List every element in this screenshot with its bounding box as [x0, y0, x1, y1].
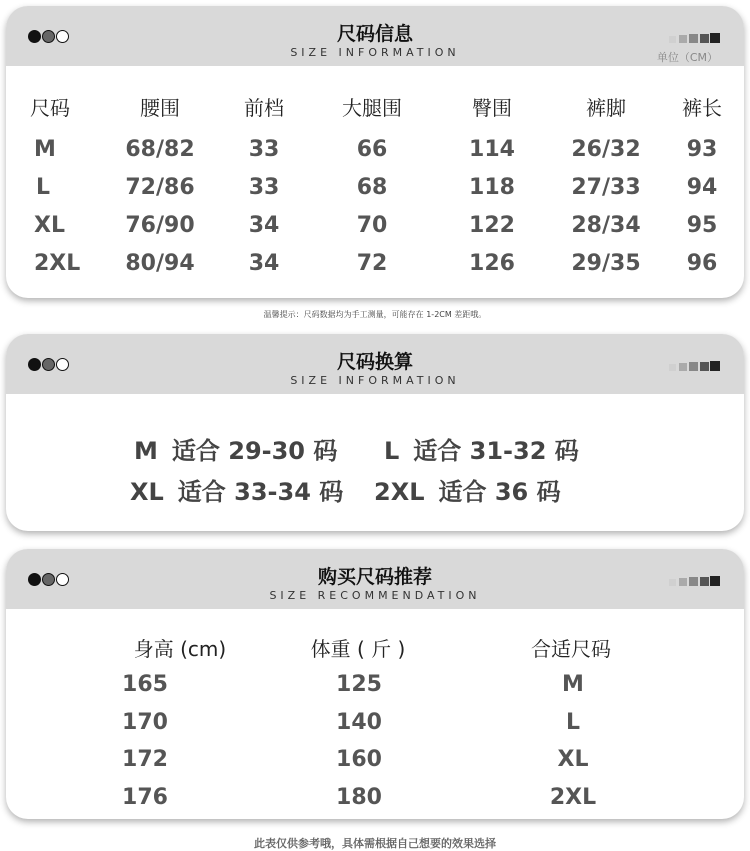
square-icon: [710, 361, 720, 371]
square-icon: [700, 362, 709, 371]
cell-size: XL: [34, 213, 65, 238]
col-header-weight: 体重 ( 斤 ): [310, 637, 406, 661]
conversion-size: XL: [130, 478, 164, 506]
card-header: [6, 6, 744, 66]
cell-height: 176: [122, 785, 168, 810]
conversion-item: [384, 431, 579, 466]
cell-hip: 118: [469, 175, 515, 200]
conversion-size: 2XL: [374, 478, 425, 506]
cell-leg-opening: 27/33: [571, 175, 641, 200]
square-icon: [679, 35, 687, 43]
square-icon: [700, 34, 709, 43]
square-icon: [710, 576, 720, 586]
col-header-fit-size: 合适尺码: [531, 637, 611, 661]
card-header: [6, 549, 744, 609]
conversion-item: [134, 431, 337, 466]
size-info-card: [6, 6, 744, 298]
cell-thigh: 70: [356, 213, 388, 238]
cell-fit-size: M: [562, 672, 584, 697]
cell-waist: 76/90: [125, 213, 195, 238]
conversion-text: 适合 36 码: [438, 478, 561, 506]
cell-length: 95: [686, 213, 718, 238]
cell-front-rise: 34: [248, 213, 280, 238]
square-icon: [679, 363, 687, 371]
cell-leg-opening: 29/35: [571, 251, 641, 276]
square-icon: [700, 577, 709, 586]
card-subtitle: SIZE INFORMATION: [290, 374, 460, 387]
cell-leg-opening: 26/32: [571, 137, 641, 162]
cell-size: L: [36, 175, 51, 200]
cell-waist: 72/86: [125, 175, 195, 200]
cell-thigh: 68: [356, 175, 388, 200]
cell-weight: 140: [336, 710, 382, 735]
col-header-leg-opening: 裤脚: [586, 96, 626, 120]
cell-hip: 122: [469, 213, 515, 238]
cell-length: 96: [686, 251, 718, 276]
cell-weight: 125: [336, 672, 382, 697]
square-icon: [710, 33, 720, 43]
cell-fit-size: L: [565, 710, 581, 735]
col-header-hip: 臀围: [472, 96, 512, 120]
card-header: [6, 334, 744, 394]
cell-height: 172: [122, 747, 168, 772]
cell-weight: 160: [336, 747, 382, 772]
conversion-size: M: [134, 437, 158, 465]
cell-waist: 68/82: [125, 137, 195, 162]
cell-weight: 180: [336, 785, 382, 810]
square-icon: [669, 364, 676, 371]
cell-front-rise: 33: [248, 175, 280, 200]
card-title: 尺码换算: [336, 351, 413, 373]
cell-fit-size: XL: [557, 747, 589, 772]
square-icon: [689, 362, 698, 371]
col-header-waist: 腰围: [140, 96, 180, 120]
cell-thigh: 72: [356, 251, 388, 276]
square-icon: [679, 578, 687, 586]
square-icon: [669, 36, 676, 43]
square-icon: [689, 577, 698, 586]
unit-label: 单位（CM）: [656, 51, 718, 64]
col-header-height: 身高 (cm): [133, 637, 227, 661]
cell-length: 94: [686, 175, 718, 200]
cell-thigh: 66: [356, 137, 388, 162]
square-icon: [669, 579, 676, 586]
cell-leg-opening: 28/34: [571, 213, 641, 238]
card-title: 购买尺码推荐: [317, 566, 432, 588]
card-title: 尺码信息: [336, 23, 413, 45]
cell-height: 165: [122, 672, 168, 697]
conversion-item: [130, 472, 343, 507]
conversion-text: 适合 29-30 码: [171, 437, 338, 465]
measurement-note: 温馨提示：尺码数据均为手工测量，可能存在 1-2CM 差距哦。: [263, 310, 487, 319]
cell-front-rise: 34: [248, 251, 280, 276]
col-header-front-rise: 前档: [244, 96, 284, 120]
col-header-size: 尺码: [30, 96, 70, 120]
card-subtitle: SIZE RECOMMENDATION: [269, 589, 481, 602]
conversion-item: [374, 472, 561, 507]
cell-waist: 80/94: [125, 251, 195, 276]
cell-height: 170: [122, 710, 168, 735]
reference-note: 此表仅供参考哦，具体需根据自己想要的效果选择: [254, 837, 496, 850]
cell-fit-size: 2XL: [549, 785, 597, 810]
size-recommendation-card: [6, 549, 744, 819]
card-subtitle: SIZE INFORMATION: [290, 46, 460, 59]
size-conversion-card: [6, 334, 744, 531]
col-header-thigh: 大腿围: [342, 96, 402, 120]
cell-length: 93: [686, 137, 718, 162]
conversion-size: L: [384, 437, 400, 465]
square-icon: [689, 34, 698, 43]
cell-front-rise: 33: [248, 137, 280, 162]
cell-size: 2XL: [34, 251, 81, 276]
col-header-length: 裤长: [682, 96, 722, 120]
conversion-text: 适合 33-34 码: [177, 478, 344, 506]
cell-hip: 114: [469, 137, 515, 162]
conversion-text: 适合 31-32 码: [413, 437, 579, 465]
cell-size: M: [34, 137, 56, 162]
cell-hip: 126: [469, 251, 515, 276]
